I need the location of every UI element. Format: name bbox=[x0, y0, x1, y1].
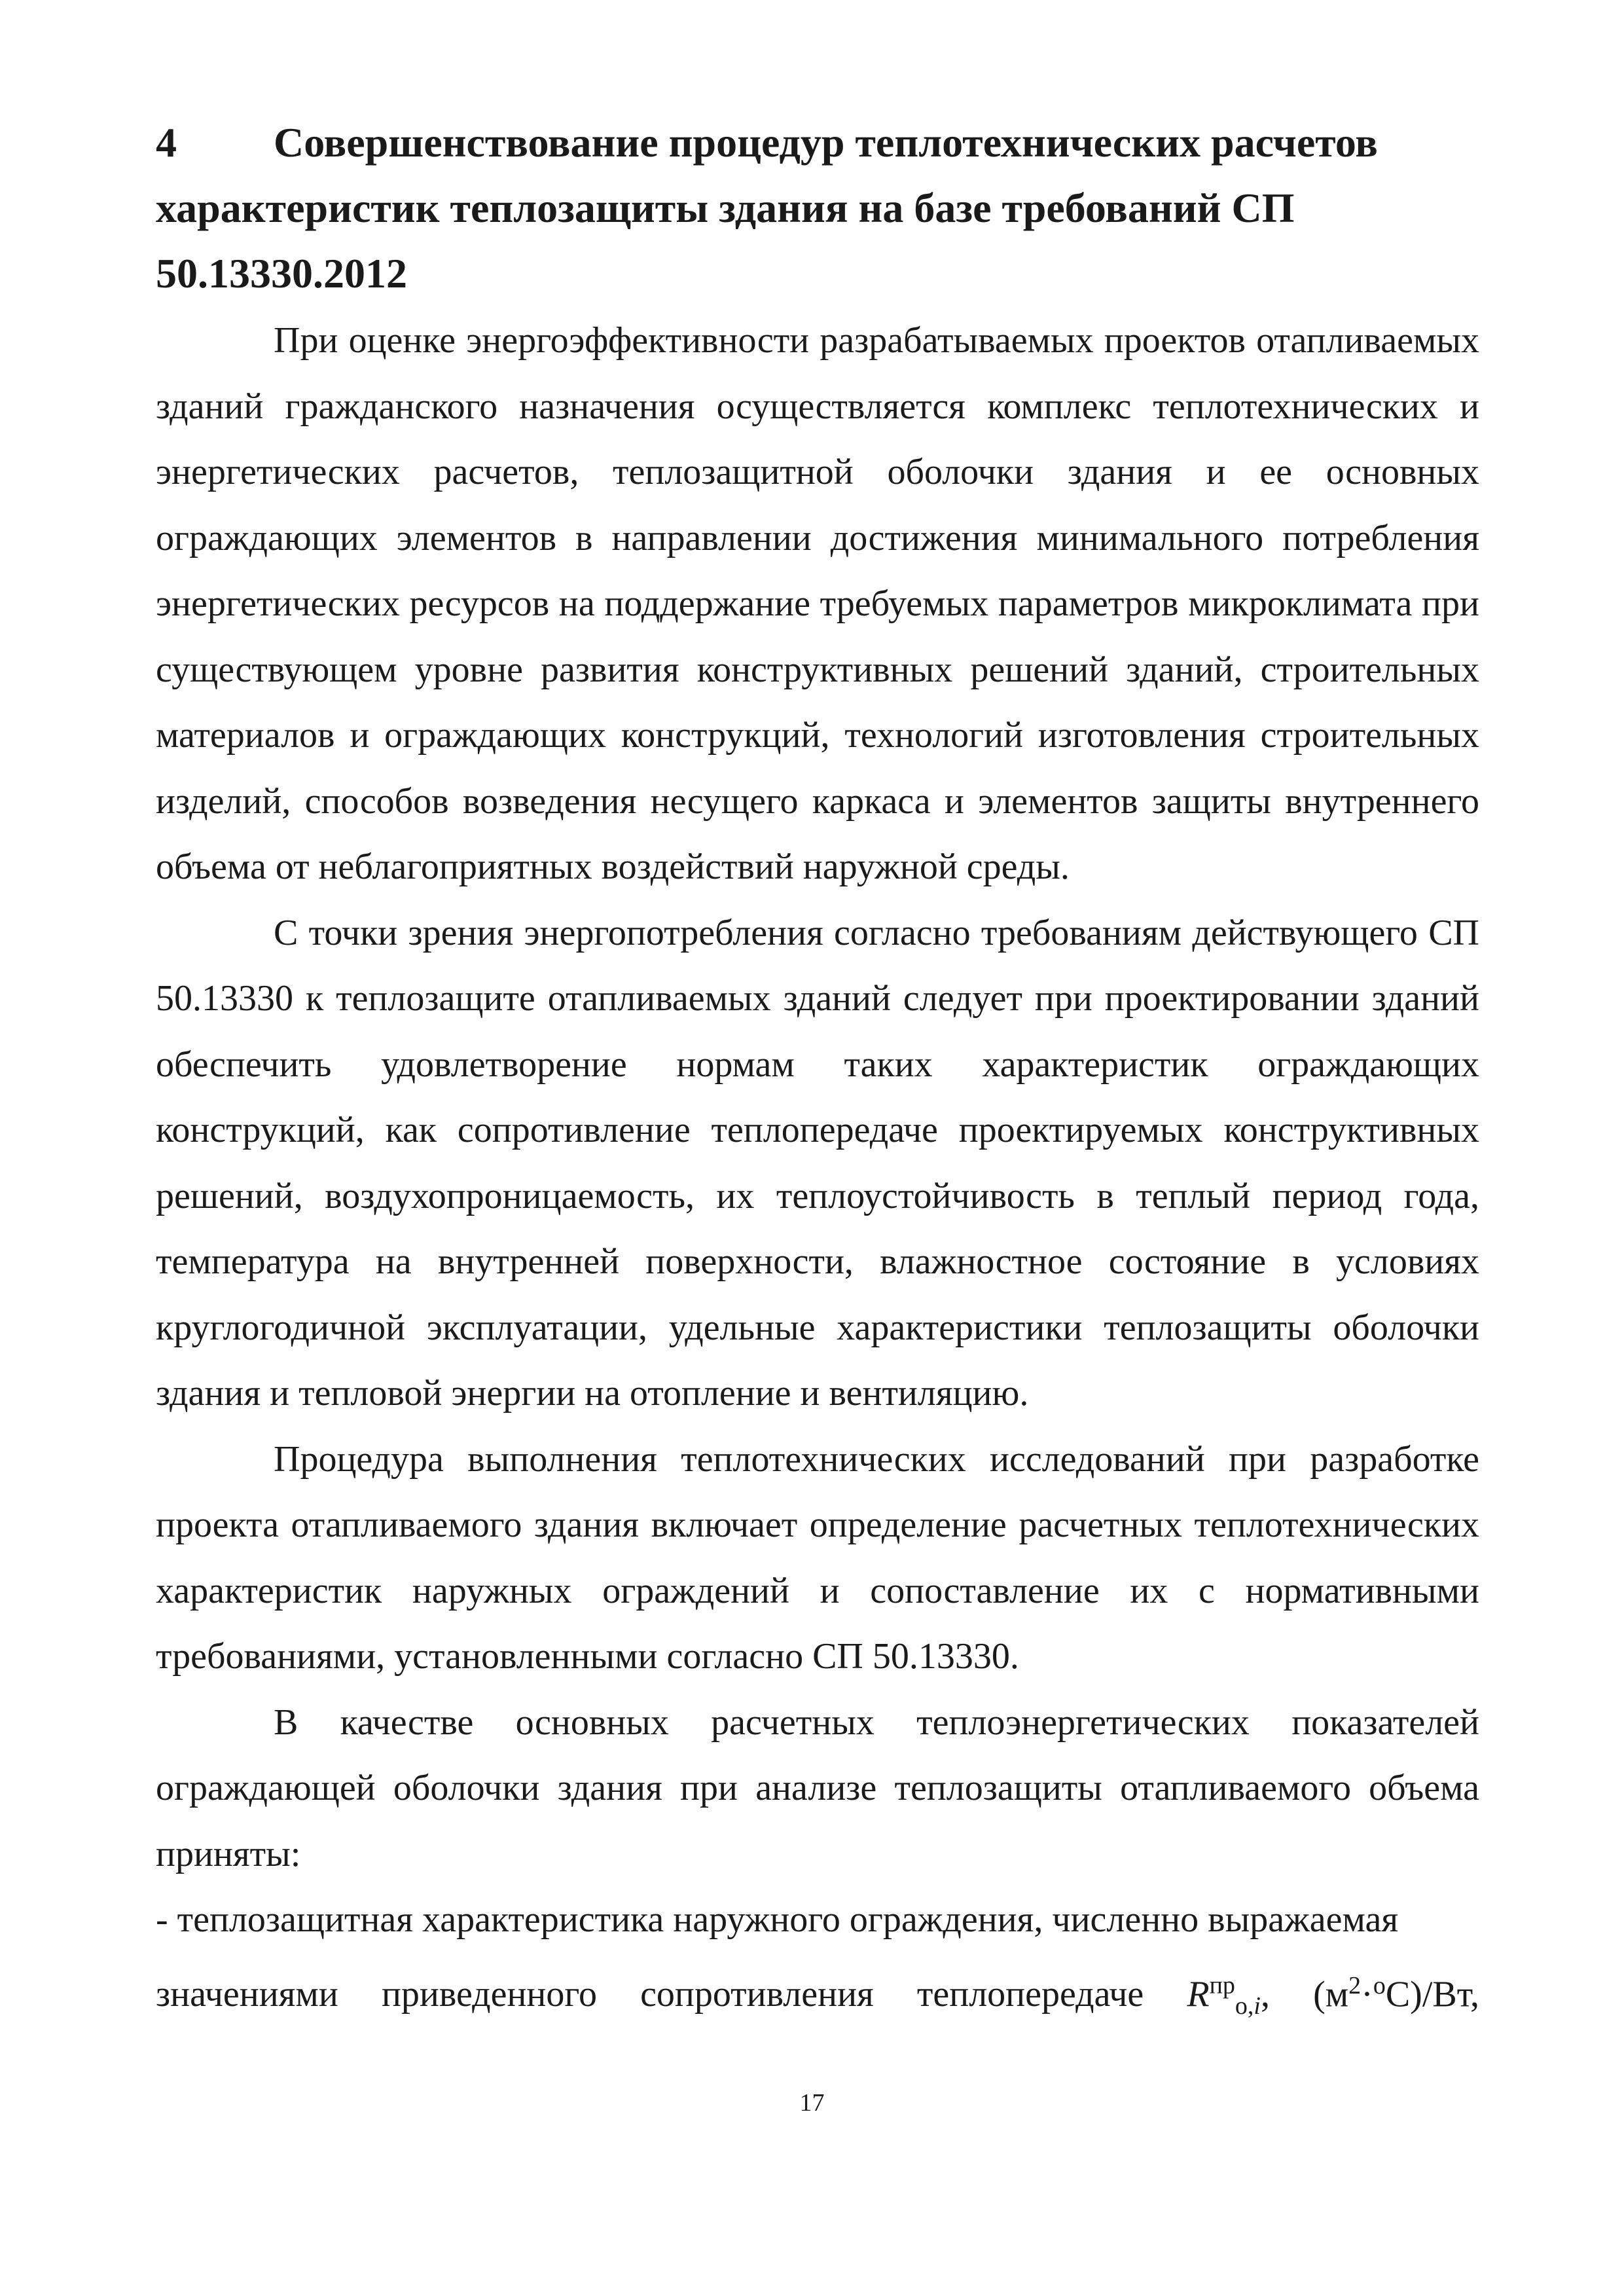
paragraph-2: С точки зрения энергопотребления согласно требованиям действующего СП 50.13330 к теплозащите отапливаемых зданий следует при проектировании зданий обеспечить удовлетворение нормам таких характеристик ограждающих конструкций, как сопротивление теплопередаче проектируемых конструктивных решений, воздухопроницаемость, их теплоустойчивость в теплый период года, температура на внутренней поверхности, влажностное состояние в условиях круглогодичной эксплуатации, удельные характеристики теплозащиты оболочки здания и тепловой энергии на отопление и вентиляцию. bbox=[156, 912, 1479, 1413]
page-content bbox=[156, 110, 1479, 2039]
unit-label: $(м^2\cdot^оС)/Вт$, bbox=[1313, 1971, 1479, 2015]
paragraph-1: При оценке энергоэффективности разрабатываемых проектов отапливаемых зданий гражданского назначения осуществляется комплекс теплотехнических и энергетических расчетов, теплозащитной оболочки здания и ее основных ограждающих элементов в направлении достижения минимального потребления энергетических ресурсов на поддержание требуемых параметров микроклимата при существующем уровне развития конструктивных решений зданий, строительных материалов и ограждающих конструкций, технологий изготовления строительных изделий, способов возведения несущего каркаса и элементов защиты внутреннего объема от неблагоприятных воздействий наружной среды. bbox=[156, 320, 1479, 887]
word-4: теплопередаче bbox=[916, 1974, 1144, 2015]
paragraph-3: Процедура выполнения теплотехнических исследований при разработке проекта отапливаемого здания включает определение расчетных теплотехнических характеристик наружных ограждений и сопоставление их с нормативными требованиями, установленными согласно СП 50.13330. bbox=[156, 1438, 1479, 1677]
word-2: приведенного bbox=[381, 1974, 597, 2015]
word-1: значениями bbox=[156, 1974, 338, 2015]
section-heading bbox=[156, 110, 1479, 306]
word-3: сопротивления bbox=[640, 1974, 874, 2015]
section-title: Совершенствование процедур теплотехнических расчетов характеристик теплозащиты здания на базе требований СП 50.13330.2012 bbox=[156, 119, 1378, 297]
list-item-line-1: - теплозащитная характеристика наружного ограждения, численно выражаемая bbox=[156, 1899, 1399, 1940]
formula-symbol: $R^{пр}_{о,i}$, bbox=[1187, 1971, 1270, 2020]
page-number: 17 bbox=[799, 2089, 825, 2117]
section-number: 4 bbox=[156, 119, 177, 166]
paragraph-4: В качестве основных расчетных теплоэнергетических показателей ограждающей оболочки здания при анализе теплозащиты отапливаемого объема приняты: bbox=[156, 1702, 1479, 1874]
list-item-line-2 bbox=[156, 1953, 1479, 2039]
